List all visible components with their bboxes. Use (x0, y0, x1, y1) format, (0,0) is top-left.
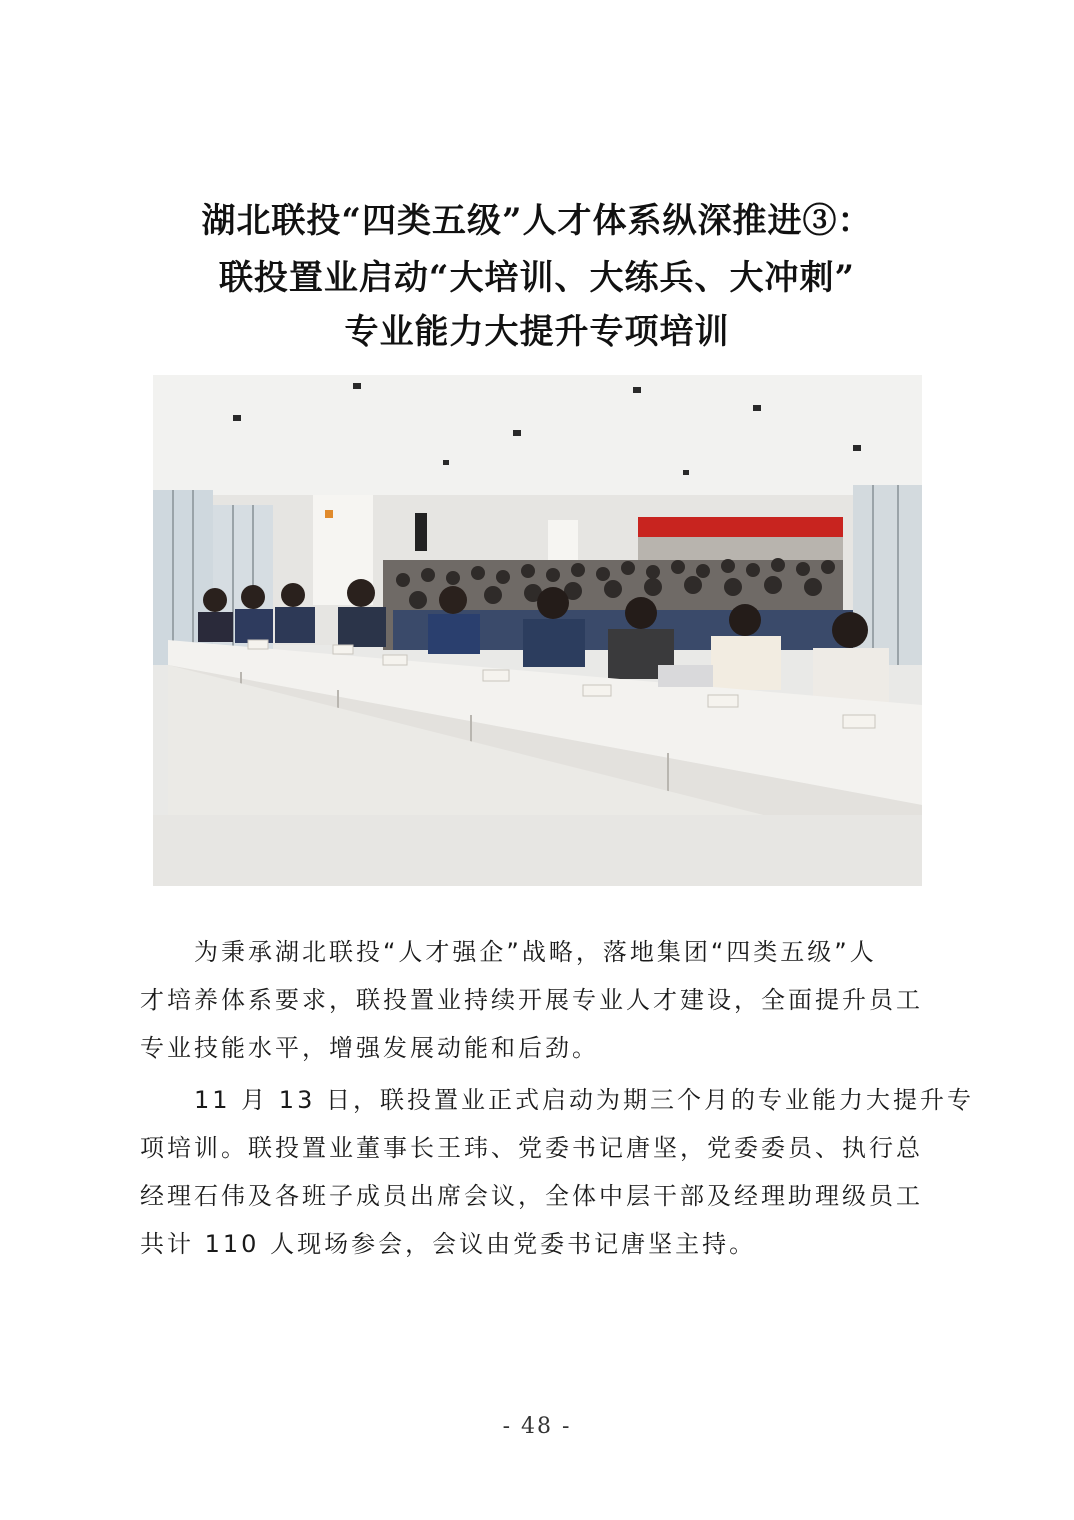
article-title-line-1: 湖北联投“四类五级”人才体系纵深推进③： (201, 201, 873, 241)
paragraph-2-line-2: 项培训。联投置业董事长王玮、党委书记唐坚，党委委员、执行总 (140, 1134, 923, 1162)
paragraph-2-line-3: 经理石伟及各班子成员出席会议，全体中层干部及经理助理级员工 (140, 1182, 923, 1210)
page-number: - 48 - (502, 1414, 572, 1439)
paragraph-1-line-2: 才培养体系要求，联投置业持续开展专业人才建设，全面提升员工 (140, 986, 923, 1014)
meeting-photo (153, 375, 922, 886)
paragraph-2 (140, 1076, 974, 1268)
paragraph-2-line-1: 11 月 13 日，联投置业正式启动为期三个月的专业能力大提升专 (140, 1086, 974, 1114)
paragraph-2-line-4: 共计 110 人现场参会，会议由党委书记唐坚主持。 (140, 1230, 757, 1258)
paragraph-1 (140, 928, 940, 1072)
paragraph-1-line-1: 为秉承湖北联投“人才强企”战略，落地集团“四类五级”人 (140, 938, 877, 966)
article-title-line-3: 专业能力大提升专项培训 (344, 312, 730, 352)
article-title-line-2: 联投置业启动“大培训、大练兵、大冲刺” (218, 258, 856, 298)
paragraph-1-line-3: 专业技能水平，增强发展动能和后劲。 (140, 1034, 599, 1062)
